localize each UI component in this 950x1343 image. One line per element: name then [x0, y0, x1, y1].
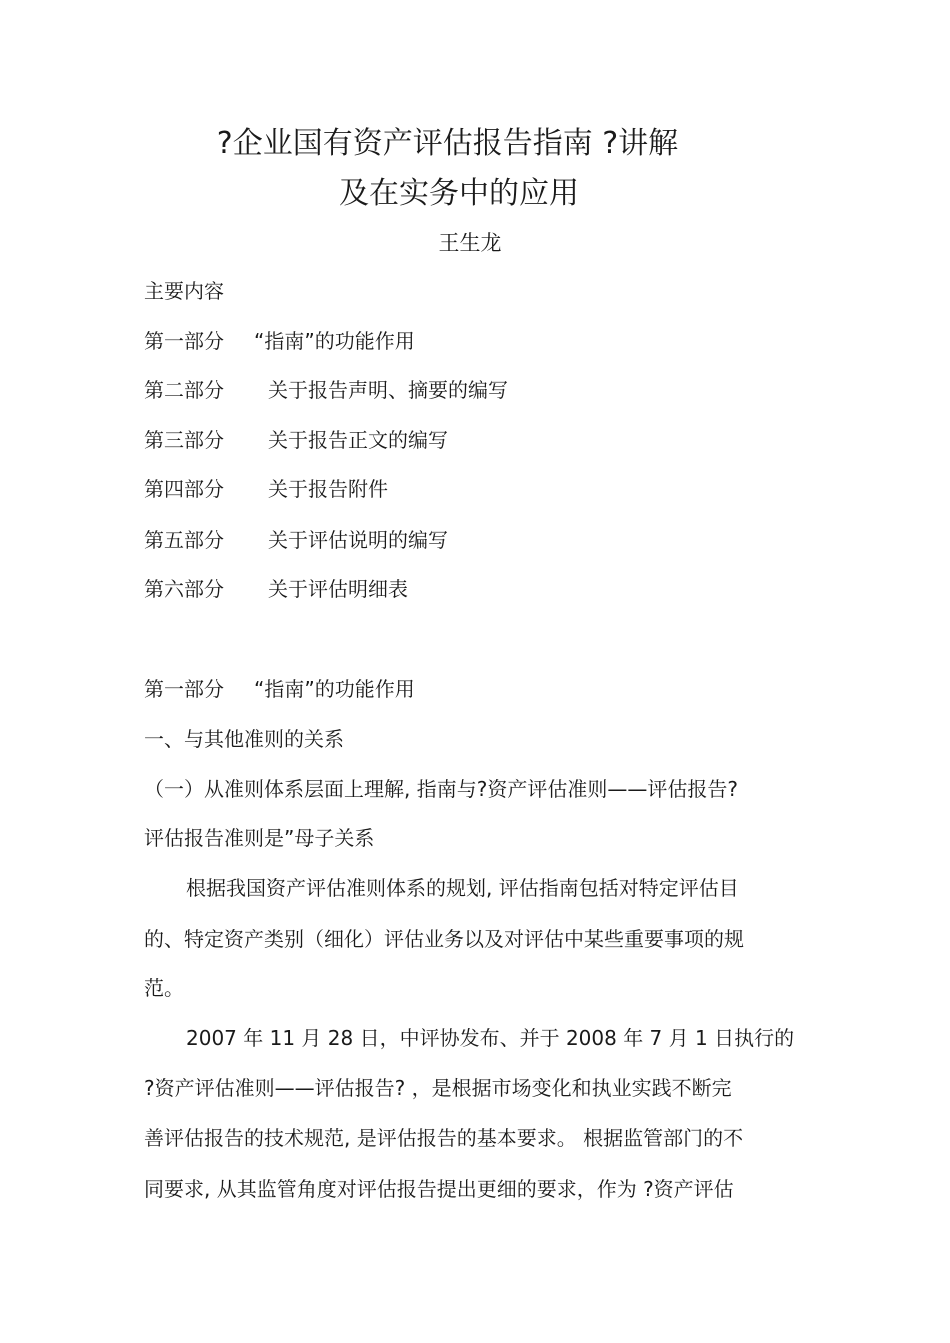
toc-item [144, 428, 448, 452]
toc-title: “指南”的功能作用 [254, 329, 415, 353]
contents-heading: 主要内容 [144, 279, 224, 303]
paragraph-line: 同要求, 从其监管角度对评估报告提出更细的要求，作为 ?资产评估 [144, 1177, 734, 1201]
toc-part: 第六部分 [144, 577, 224, 601]
paragraph-line: ?资产评估准则——评估报告? ，是根据市场变化和执业实践不断完 [144, 1076, 732, 1100]
toc-part: 第四部分 [144, 477, 224, 501]
section-heading [144, 677, 415, 701]
toc-item [144, 329, 415, 353]
toc-part: 第三部分 [144, 428, 224, 452]
document-title-line1: ?企业国有资产评估报告指南 ?讲解 [216, 126, 679, 161]
toc-item [144, 378, 508, 402]
toc-part: 第二部分 [144, 378, 224, 402]
toc-title: 关于报告声明、摘要的编写 [268, 378, 508, 402]
toc-part: 第一部分 [144, 329, 224, 353]
subsection-heading: 一、与其他准则的关系 [144, 727, 344, 751]
toc-title: 关于报告正文的编写 [268, 428, 448, 452]
item-line: 评估报告准则是”母子关系 [144, 826, 375, 850]
toc-part: 第五部分 [144, 528, 224, 552]
paragraph-line: 根据我国资产评估准则体系的规划, 评估指南包括对特定评估目 [186, 876, 739, 900]
toc-item [144, 477, 388, 501]
toc-title: 关于评估说明的编写 [268, 528, 448, 552]
toc-item [144, 528, 448, 552]
paragraph-line: 2007 年 11 月 28 日，中评协发布、并于 2008 年 7 月 1 日执行的 [186, 1026, 795, 1050]
section-part: 第一部分 [144, 677, 224, 701]
toc-title: 关于报告附件 [268, 477, 388, 501]
section-title: “指南”的功能作用 [254, 677, 415, 701]
paragraph-line: 的、特定资产类别（细化）评估业务以及对评估中某些重要事项的规 [144, 927, 744, 951]
paragraph-line: 善评估报告的技术规范, 是评估报告的基本要求。 根据监管部门的不 [144, 1126, 744, 1150]
document-author: 王生龙 [438, 231, 502, 255]
toc-title: 关于评估明细表 [268, 577, 408, 601]
document-title-line2: 及在实务中的应用 [339, 176, 579, 211]
toc-item [144, 577, 408, 601]
item-line: （一）从准则体系层面上理解, 指南与?资产评估准则——评估报告? [144, 777, 738, 801]
paragraph-line: 范。 [144, 976, 184, 1000]
